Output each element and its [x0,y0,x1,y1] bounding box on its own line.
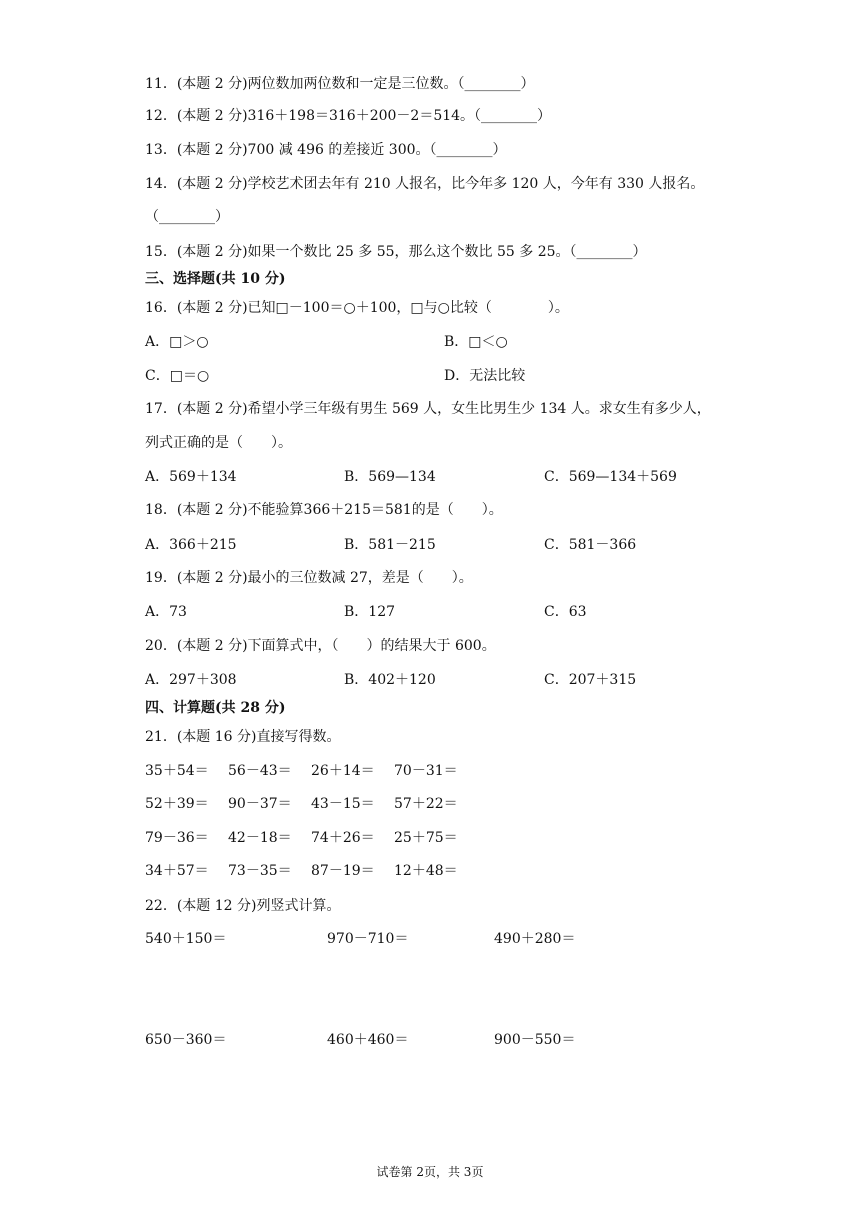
question-19-option-b: B．127 [344,604,396,620]
oral-calc-item: 87－19＝ [311,863,375,879]
question-16-option-a: A．□＞○ [145,334,209,350]
oral-calc-item: 26＋14＝ [311,763,375,779]
vertical-calc-item: 650－360＝ [145,1032,227,1048]
question-18-option-b: B．581－215 [344,537,436,553]
question-14-blank: （________） [145,209,229,225]
question-22-stem: 22．(本题 12 分)列竖式计算。 [145,898,341,914]
question-17-option-a: A．569＋134 [145,469,237,485]
section-title-choice: 三、选择题(共 10 分) [145,271,286,287]
oral-calc-item: 52＋39＝ [145,796,209,812]
question-16-option-c: C．□＝○ [145,368,210,384]
question-20-option-b: B．402＋120 [344,672,436,688]
question-16-option-b: B．□＜○ [444,334,508,350]
vertical-calc-item: 900－550＝ [494,1032,576,1048]
oral-calc-item: 43－15＝ [311,796,375,812]
oral-calc-item: 42－18＝ [228,830,292,846]
question-17-option-b: B．569—134 [344,469,436,485]
question-19-option-c: C．63 [544,604,587,620]
question-16-option-d: D．无法比较 [444,368,526,384]
question-18-option-c: C．581－366 [544,537,637,553]
question-21-stem: 21．(本题 16 分)直接写得数。 [145,729,341,745]
oral-calc-item: 57＋22＝ [394,796,458,812]
question-20-option-c: C．207＋315 [544,672,637,688]
question-13: 13．(本题 2 分)700 减 496 的差接近 300。（________） [145,142,507,158]
question-19-option-a: A．73 [145,604,187,620]
oral-calc-item: 90－37＝ [228,796,292,812]
question-12: 12．(本题 2 分)316＋198＝316＋200－2＝514。（________） [145,108,552,124]
oral-calc-item: 12＋48＝ [394,863,458,879]
question-17-stem: 17．(本题 2 分)希望小学三年级有男生 569 人，女生比男生少 134 人。求女生有多少人， [145,401,711,417]
page-footer: 试卷第 2页，共 3页 [376,1165,484,1179]
question-17-stem-cont: 列式正确的是（ ）。 [145,435,292,451]
section-title-calculation: 四、计算题(共 28 分) [145,700,286,716]
oral-calc-item: 35＋54＝ [145,763,209,779]
question-11: 11．(本题 2 分)两位数加两位数和一定是三位数。（________） [145,76,535,92]
question-18-option-a: A．366＋215 [145,537,237,553]
oral-calc-item: 70－31＝ [394,763,458,779]
vertical-calc-item: 460＋460＝ [327,1032,409,1048]
question-20-stem: 20．(本题 2 分)下面算式中，（ ）的结果大于 600。 [145,638,496,654]
oral-calc-item: 73－35＝ [228,863,292,879]
oral-calc-item: 25＋75＝ [394,830,458,846]
question-14: 14．(本题 2 分)学校艺术团去年有 210 人报名，比今年多 120 人，今年有 330 人报名。 [145,176,705,192]
oral-calc-item: 74＋26＝ [311,830,375,846]
question-16-stem: 16．(本题 2 分)已知□－100＝○＋100，□与○比较（ ）。 [145,300,569,316]
question-15: 15．(本题 2 分)如果一个数比 25 多 55，那么这个数比 55 多 25。（________） [145,244,647,260]
oral-calc-item: 56－43＝ [228,763,292,779]
vertical-calc-item: 970－710＝ [327,931,409,947]
question-20-option-a: A．297＋308 [145,672,237,688]
question-19-stem: 19．(本题 2 分)最小的三位数减 27，差是（ ）。 [145,570,473,586]
oral-calc-item: 34＋57＝ [145,863,209,879]
vertical-calc-item: 490＋280＝ [494,931,576,947]
question-18-stem: 18．(本题 2 分)不能验算366＋215＝581的是（ ）。 [145,502,503,518]
question-17-option-c: C．569—134＋569 [544,469,677,485]
oral-calc-item: 79－36＝ [145,830,209,846]
vertical-calc-item: 540＋150＝ [145,931,227,947]
